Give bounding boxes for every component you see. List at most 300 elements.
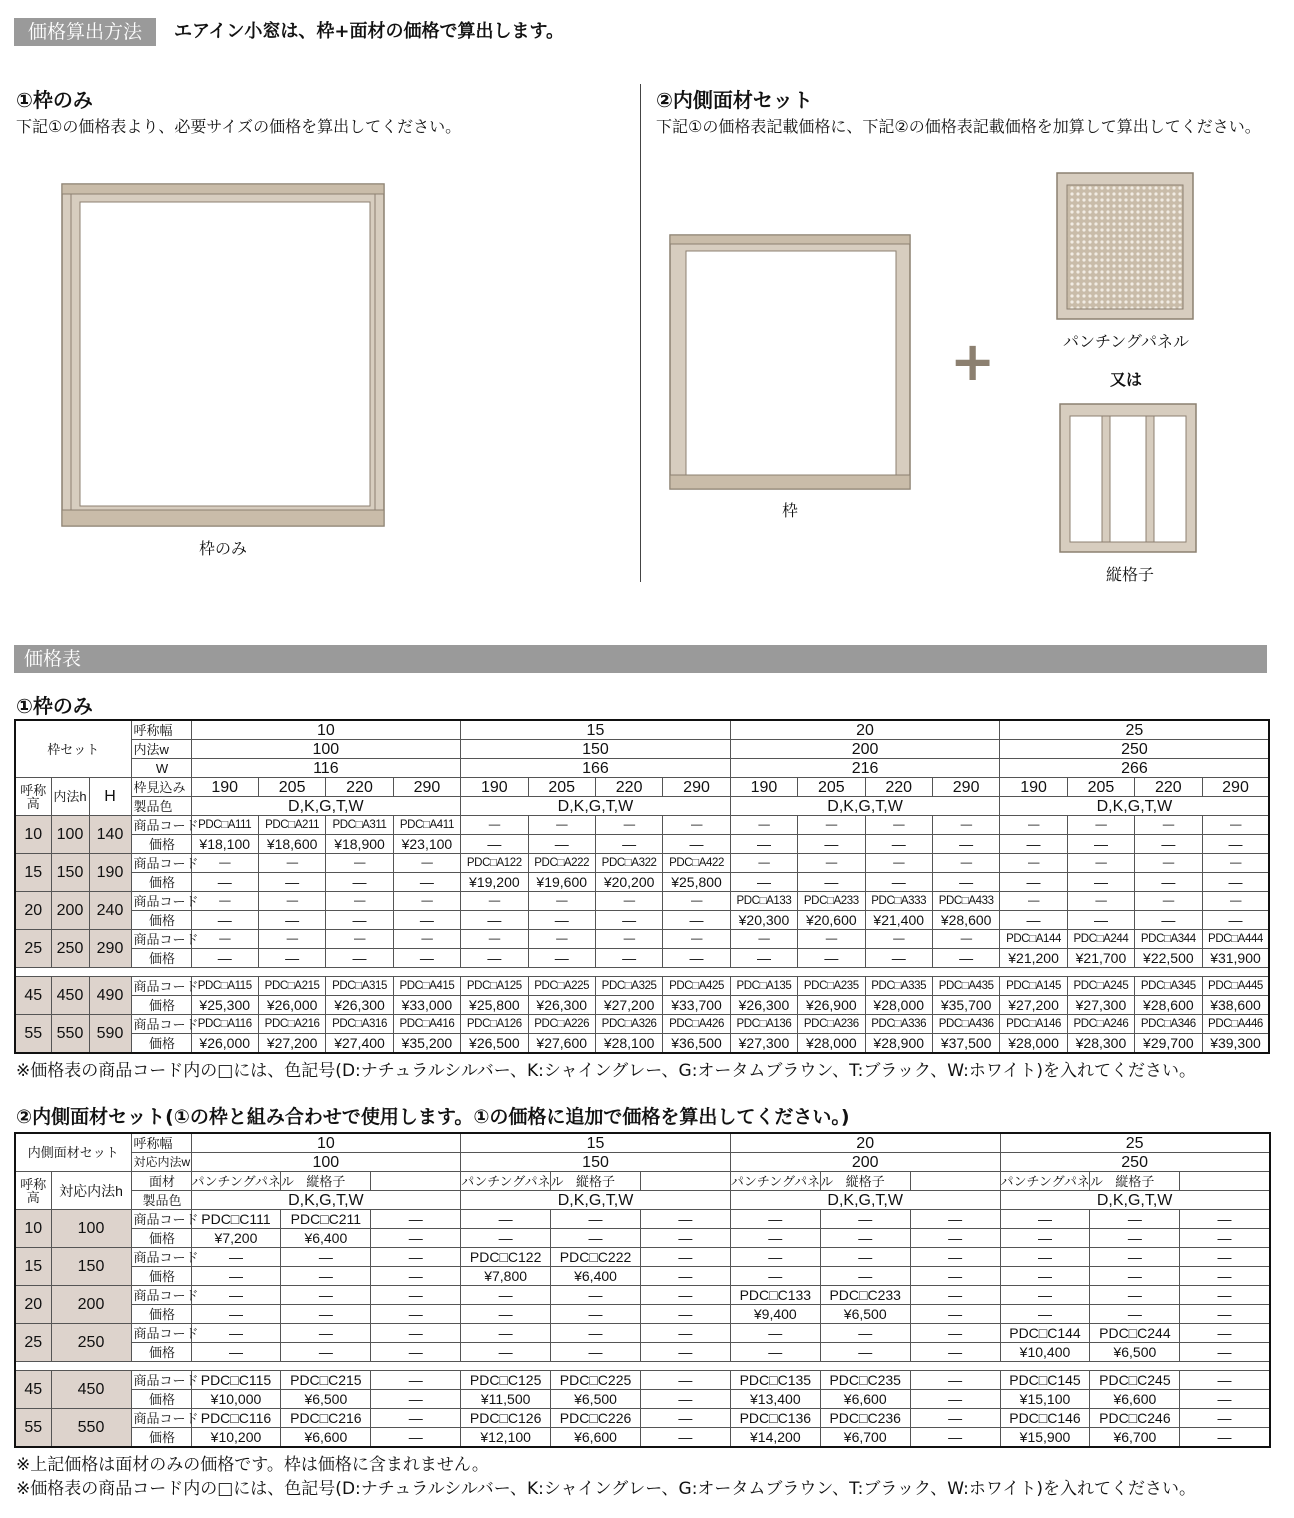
price: ¥20,600 xyxy=(798,911,865,930)
product-code: — xyxy=(1067,816,1134,835)
product-code: — xyxy=(461,816,528,835)
product-code: — xyxy=(798,816,865,835)
depth-value: 205 xyxy=(1067,778,1134,797)
product-code: — xyxy=(1180,1248,1270,1267)
product-code: — xyxy=(1135,854,1202,873)
price: ¥6,600 xyxy=(1090,1390,1180,1409)
price: — xyxy=(371,1305,461,1324)
price: — xyxy=(1135,911,1202,930)
code-row xyxy=(15,854,1269,873)
product-code: — xyxy=(281,1248,371,1267)
code-row xyxy=(15,1210,1270,1229)
product-code: — xyxy=(730,1248,820,1267)
product-code: — xyxy=(551,1286,641,1305)
material-punching: パンチングパネル xyxy=(461,1173,564,1189)
code-row xyxy=(15,1409,1270,1428)
depth-value: 205 xyxy=(798,778,865,797)
code-row xyxy=(15,1286,1270,1305)
depth-value: 190 xyxy=(191,778,258,797)
material-lattice: 縦格子 xyxy=(281,1172,371,1191)
price: — xyxy=(1067,835,1134,854)
depth-value: 220 xyxy=(865,778,932,797)
product-code: — xyxy=(191,1286,281,1305)
product-code: PDC□A345 xyxy=(1135,977,1202,996)
product-code: — xyxy=(258,930,325,949)
product-code: PDC□A445 xyxy=(1202,977,1269,996)
frame-caption: 枠 xyxy=(781,501,798,520)
row-nominal-height: 10 xyxy=(15,1210,51,1248)
depth-value: 290 xyxy=(393,778,460,797)
price: ¥15,900 xyxy=(1000,1428,1090,1448)
product-code: — xyxy=(798,930,865,949)
product-code: — xyxy=(528,892,595,911)
price: — xyxy=(1180,1305,1270,1324)
punching-panel-caption: パンチングパネル xyxy=(1063,332,1189,351)
row-nominal-height: 25 xyxy=(15,930,51,968)
product-code: — xyxy=(1067,854,1134,873)
product-code: — xyxy=(820,1324,910,1343)
product-code: PDC□C116 xyxy=(191,1409,281,1428)
code-row xyxy=(15,930,1269,949)
price: — xyxy=(191,911,258,930)
color-value: D,K,G,T,W xyxy=(461,797,731,816)
price-row xyxy=(15,949,1269,968)
color-value: D,K,G,T,W xyxy=(1000,797,1270,816)
product-code: — xyxy=(1180,1371,1270,1390)
row-inner-height: 450 xyxy=(51,977,89,1015)
price: ¥21,400 xyxy=(865,911,932,930)
product-code: PDC□A426 xyxy=(663,1015,730,1034)
product-code: PDC□C216 xyxy=(281,1409,371,1428)
plus-sign: + xyxy=(950,330,996,393)
price: — xyxy=(326,949,393,968)
product-code: PDC□A244 xyxy=(1067,930,1134,949)
product-code: PDC□A433 xyxy=(932,892,999,911)
price: — xyxy=(393,873,460,892)
price: ¥28,000 xyxy=(1000,1034,1067,1054)
row-inner-height: 200 xyxy=(51,1286,131,1324)
price: ¥26,500 xyxy=(461,1034,528,1054)
product-code: PDC□C235 xyxy=(820,1371,910,1390)
price: ¥7,800 xyxy=(461,1267,551,1286)
price: — xyxy=(281,1305,371,1324)
product-code: — xyxy=(371,1210,461,1229)
product-code: — xyxy=(640,1371,730,1390)
price: — xyxy=(1000,873,1067,892)
product-code: — xyxy=(1202,816,1269,835)
color-value: D,K,G,T,W xyxy=(461,1191,731,1210)
product-code: PDC□A436 xyxy=(932,1015,999,1034)
code-label: 商品コード xyxy=(131,1286,191,1305)
product-code: — xyxy=(281,1286,371,1305)
product-code: — xyxy=(461,1324,551,1343)
price: — xyxy=(932,873,999,892)
material-lattice: 縦格子 xyxy=(551,1172,641,1191)
row-H: 290 xyxy=(89,930,131,968)
product-code: PDC□C222 xyxy=(551,1248,641,1267)
product-code: — xyxy=(551,1324,641,1343)
product-code: — xyxy=(730,1324,820,1343)
table1-note: ※価格表の商品コード内の□には、色記号(D:ナチュラルシルバー、K:シャイングレー、G:オータムブラウン、T:ブラック、W:ホワイト)を入れてください。 xyxy=(16,1061,1196,1081)
product-code: — xyxy=(191,892,258,911)
frame-illustration xyxy=(670,235,910,489)
nominal-width-value: 10 xyxy=(191,720,461,740)
product-code: PDC□A444 xyxy=(1202,930,1269,949)
product-code: — xyxy=(1000,1210,1090,1229)
price: — xyxy=(191,949,258,968)
product-code: — xyxy=(258,854,325,873)
table2-note-1: ※上記価格は面材のみの価格です。枠は価格に含まれません。 xyxy=(16,1455,489,1475)
product-code: PDC□A226 xyxy=(528,1015,595,1034)
price: ¥6,600 xyxy=(551,1428,641,1448)
price: ¥12,100 xyxy=(461,1428,551,1448)
inner-panel-price-table xyxy=(14,1132,1271,1448)
inner-width-value: 150 xyxy=(461,1153,731,1172)
lattice-illustration xyxy=(1060,404,1196,552)
product-code: — xyxy=(1180,1324,1270,1343)
price: — xyxy=(393,949,460,968)
product-code: — xyxy=(910,1210,1000,1229)
price: — xyxy=(730,835,797,854)
price: ¥18,100 xyxy=(191,835,258,854)
price: ¥10,200 xyxy=(191,1428,281,1448)
depth-value: 290 xyxy=(1202,778,1269,797)
frame-only-title: ①枠のみ xyxy=(16,88,93,112)
header-row-nominal-width xyxy=(15,720,1269,740)
material-empty xyxy=(640,1172,730,1191)
price: ¥11,500 xyxy=(461,1390,551,1409)
product-code: — xyxy=(551,1210,641,1229)
price: — xyxy=(1202,873,1269,892)
price-label: 価格 xyxy=(131,1428,191,1448)
calculation-intro: エアイン小窓は、枠+面材の価格で算出します。 xyxy=(174,21,565,42)
product-code: — xyxy=(640,1248,730,1267)
code-label: 商品コード xyxy=(131,1015,191,1034)
price: — xyxy=(1202,911,1269,930)
price-label: 価格 xyxy=(131,911,191,930)
price: — xyxy=(865,835,932,854)
price: — xyxy=(798,873,865,892)
product-code: PDC□C145 xyxy=(1000,1371,1090,1390)
panel-divider xyxy=(640,84,641,582)
price: ¥26,300 xyxy=(528,996,595,1015)
price: ¥25,800 xyxy=(663,873,730,892)
inner-width-value: 250 xyxy=(1000,1153,1270,1172)
separator-row xyxy=(15,1362,1270,1371)
nominal-width-value: 10 xyxy=(191,1133,461,1153)
price: ¥10,000 xyxy=(191,1390,281,1409)
price: — xyxy=(258,911,325,930)
price: ¥6,500 xyxy=(551,1390,641,1409)
price: — xyxy=(798,949,865,968)
product-code: PDC□C236 xyxy=(820,1409,910,1428)
product-code: — xyxy=(528,816,595,835)
color-value: D,K,G,T,W xyxy=(730,1191,1000,1210)
price: — xyxy=(191,1305,281,1324)
product-code: — xyxy=(326,892,393,911)
row-inner-height: 100 xyxy=(51,1210,131,1248)
color-value: D,K,G,T,W xyxy=(1000,1191,1270,1210)
price-label: 価格 xyxy=(131,949,191,968)
price: — xyxy=(663,949,730,968)
product-code: — xyxy=(461,892,528,911)
price: ¥26,300 xyxy=(326,996,393,1015)
product-code: PDC□A115 xyxy=(191,977,258,996)
product-code: PDC□C144 xyxy=(1000,1324,1090,1343)
product-code: — xyxy=(393,930,460,949)
product-code: PDC□C135 xyxy=(730,1371,820,1390)
price: — xyxy=(730,1229,820,1248)
product-code: PDC□C245 xyxy=(1090,1371,1180,1390)
price-row xyxy=(15,1305,1270,1324)
price: — xyxy=(910,1343,1000,1362)
table2-note-2: ※価格表の商品コード内の□には、色記号(D:ナチュラルシルバー、K:シャイングレー、G:オータムブラウン、T:ブラック、W:ホワイト)を入れてください。 xyxy=(16,1479,1196,1499)
product-code: — xyxy=(1067,892,1134,911)
inner-width-value: 200 xyxy=(730,1153,1000,1172)
inner-width-label: 内法w xyxy=(131,740,191,759)
price: ¥6,400 xyxy=(281,1229,371,1248)
nominal-width-value: 25 xyxy=(1000,1133,1270,1153)
product-code: — xyxy=(820,1210,910,1229)
set-label: 内側面材セット xyxy=(15,1133,131,1172)
table1-title: ①枠のみ xyxy=(16,694,93,718)
price: — xyxy=(798,835,865,854)
color-value: D,K,G,T,W xyxy=(191,797,461,816)
nominal-width-value: 20 xyxy=(730,720,1000,740)
price: — xyxy=(258,873,325,892)
product-code: PDC□A435 xyxy=(932,977,999,996)
price: — xyxy=(1135,835,1202,854)
product-code: — xyxy=(461,1286,551,1305)
product-code: PDC□A336 xyxy=(865,1015,932,1034)
price: — xyxy=(371,1229,461,1248)
material-punching: パンチングパネル xyxy=(1000,1173,1103,1189)
code-row xyxy=(15,1015,1269,1034)
price: ¥22,500 xyxy=(1135,949,1202,968)
price: ¥7,200 xyxy=(191,1229,281,1248)
code-row xyxy=(15,1371,1270,1390)
price: — xyxy=(640,1267,730,1286)
inner-width-label: 対応内法w xyxy=(131,1153,191,1172)
product-code: PDC□C146 xyxy=(1000,1409,1090,1428)
price: — xyxy=(528,835,595,854)
product-code: — xyxy=(798,854,865,873)
code-label: 商品コード xyxy=(131,816,191,835)
price: ¥28,100 xyxy=(595,1034,662,1054)
row-nominal-height: 20 xyxy=(15,892,51,930)
section-label-calculation: 価格算出方法 xyxy=(14,18,156,46)
price: ¥6,600 xyxy=(820,1390,910,1409)
product-code: PDC□A235 xyxy=(798,977,865,996)
W-value: 216 xyxy=(730,759,1000,778)
row-nominal-height: 25 xyxy=(15,1324,51,1362)
price: — xyxy=(1000,911,1067,930)
product-code: — xyxy=(1090,1210,1180,1229)
price: ¥18,900 xyxy=(326,835,393,854)
row-H: 190 xyxy=(89,854,131,892)
punching-panel-illustration xyxy=(1057,173,1193,319)
product-code: PDC□A133 xyxy=(730,892,797,911)
price: ¥6,500 xyxy=(820,1305,910,1324)
price: — xyxy=(595,911,662,930)
header-row-W xyxy=(15,759,1269,778)
code-label: 商品コード xyxy=(131,930,191,949)
price: — xyxy=(551,1305,641,1324)
product-code: — xyxy=(1135,892,1202,911)
product-code: — xyxy=(663,930,730,949)
color-value: D,K,G,T,W xyxy=(191,1191,461,1210)
header-row-color xyxy=(15,797,1269,816)
product-code: PDC□A216 xyxy=(258,1015,325,1034)
price: — xyxy=(1000,835,1067,854)
price: ¥35,700 xyxy=(932,996,999,1015)
price-row xyxy=(15,873,1269,892)
product-code: — xyxy=(1202,892,1269,911)
row-inner-height: 200 xyxy=(51,892,89,930)
price-label: 価格 xyxy=(131,996,191,1015)
product-code: — xyxy=(663,816,730,835)
price: — xyxy=(528,949,595,968)
code-label: 商品コード xyxy=(131,1210,191,1229)
depth-value: 220 xyxy=(1135,778,1202,797)
price: ¥35,200 xyxy=(393,1034,460,1054)
header-row-depth xyxy=(15,778,1269,797)
product-code: — xyxy=(1000,854,1067,873)
product-code: — xyxy=(865,854,932,873)
code-label: 商品コード xyxy=(131,854,191,873)
depth-value: 290 xyxy=(663,778,730,797)
price: — xyxy=(191,1343,281,1362)
code-label: 商品コード xyxy=(131,1324,191,1343)
inner-width-value: 100 xyxy=(191,1153,461,1172)
product-code: PDC□A335 xyxy=(865,977,932,996)
price: ¥10,400 xyxy=(1000,1343,1090,1362)
product-code: PDC□A346 xyxy=(1135,1015,1202,1034)
price-row xyxy=(15,996,1269,1015)
product-code: PDC□A425 xyxy=(663,977,730,996)
product-code: — xyxy=(730,1210,820,1229)
price: — xyxy=(640,1305,730,1324)
price: — xyxy=(640,1428,730,1448)
nominal-width-value: 15 xyxy=(461,1133,731,1153)
code-row xyxy=(15,977,1269,996)
price: — xyxy=(1067,873,1134,892)
product-code: PDC□A144 xyxy=(1000,930,1067,949)
product-code: PDC□A116 xyxy=(191,1015,258,1034)
product-code: PDC□C244 xyxy=(1090,1324,1180,1343)
row-inner-height: 450 xyxy=(51,1371,131,1409)
header-row-material xyxy=(15,1172,1270,1191)
price-label: 価格 xyxy=(131,835,191,854)
color-label: 製品色 xyxy=(131,1191,191,1210)
product-code: PDC□A145 xyxy=(1000,977,1067,996)
row-nominal-height: 15 xyxy=(15,1248,51,1286)
product-code: PDC□A233 xyxy=(798,892,865,911)
price-row xyxy=(15,1390,1270,1409)
product-code: — xyxy=(371,1248,461,1267)
product-code: — xyxy=(663,892,730,911)
price: — xyxy=(932,835,999,854)
price: — xyxy=(281,1343,371,1362)
product-code: PDC□A126 xyxy=(461,1015,528,1034)
price: — xyxy=(1180,1390,1270,1409)
nominal-width-label: 呼称幅 xyxy=(131,1133,191,1153)
product-code: PDC□A122 xyxy=(461,854,528,873)
material-lattice: 縦格子 xyxy=(820,1172,910,1191)
row-nominal-height: 55 xyxy=(15,1409,51,1448)
W-value: 116 xyxy=(191,759,461,778)
row-H: 240 xyxy=(89,892,131,930)
code-label: 商品コード xyxy=(131,892,191,911)
product-code: PDC□A225 xyxy=(528,977,595,996)
product-code: — xyxy=(730,854,797,873)
product-code: PDC□A322 xyxy=(595,854,662,873)
product-code: PDC□C211 xyxy=(281,1210,371,1229)
price-row xyxy=(15,1428,1270,1448)
depth-value: 205 xyxy=(258,778,325,797)
price: — xyxy=(371,1428,461,1448)
product-code: — xyxy=(461,930,528,949)
price: — xyxy=(551,1343,641,1362)
set-label: 枠セット xyxy=(15,720,131,778)
product-code: — xyxy=(1180,1210,1270,1229)
product-code: — xyxy=(326,930,393,949)
row-inner-height: 550 xyxy=(51,1015,89,1054)
price: — xyxy=(640,1390,730,1409)
product-code: PDC□A236 xyxy=(798,1015,865,1034)
price-row xyxy=(15,1267,1270,1286)
H-label: H xyxy=(89,778,131,816)
product-code: — xyxy=(191,1248,281,1267)
price: — xyxy=(910,1390,1000,1409)
row-nominal-height: 10 xyxy=(15,816,51,854)
price: — xyxy=(663,911,730,930)
row-inner-height: 250 xyxy=(51,930,89,968)
price: ¥29,700 xyxy=(1135,1034,1202,1054)
product-code: PDC□A135 xyxy=(730,977,797,996)
price: ¥25,300 xyxy=(191,996,258,1015)
row-H: 490 xyxy=(89,977,131,1015)
price: — xyxy=(371,1343,461,1362)
price: — xyxy=(820,1267,910,1286)
product-code: — xyxy=(393,892,460,911)
product-code: — xyxy=(1202,854,1269,873)
product-code: — xyxy=(461,1210,551,1229)
depth-value: 290 xyxy=(932,778,999,797)
price: ¥26,900 xyxy=(798,996,865,1015)
product-code: — xyxy=(595,892,662,911)
material-punching: パンチングパネル xyxy=(730,1173,834,1189)
price-row xyxy=(15,1034,1269,1054)
product-code: — xyxy=(910,1248,1000,1267)
product-code: — xyxy=(1000,816,1067,835)
header-row-inner-width xyxy=(15,1153,1270,1172)
price: — xyxy=(1180,1343,1270,1362)
price-label: 価格 xyxy=(131,1390,191,1409)
price: — xyxy=(461,911,528,930)
code-label: 商品コード xyxy=(131,1371,191,1390)
price-label: 価格 xyxy=(131,873,191,892)
material-label: 面材 xyxy=(131,1172,191,1191)
product-code: PDC□A333 xyxy=(865,892,932,911)
price: ¥38,600 xyxy=(1202,996,1269,1015)
product-code: — xyxy=(371,1286,461,1305)
price: ¥27,200 xyxy=(1000,996,1067,1015)
product-code: — xyxy=(393,854,460,873)
price: — xyxy=(910,1305,1000,1324)
price: ¥6,400 xyxy=(551,1267,641,1286)
product-code: — xyxy=(730,816,797,835)
